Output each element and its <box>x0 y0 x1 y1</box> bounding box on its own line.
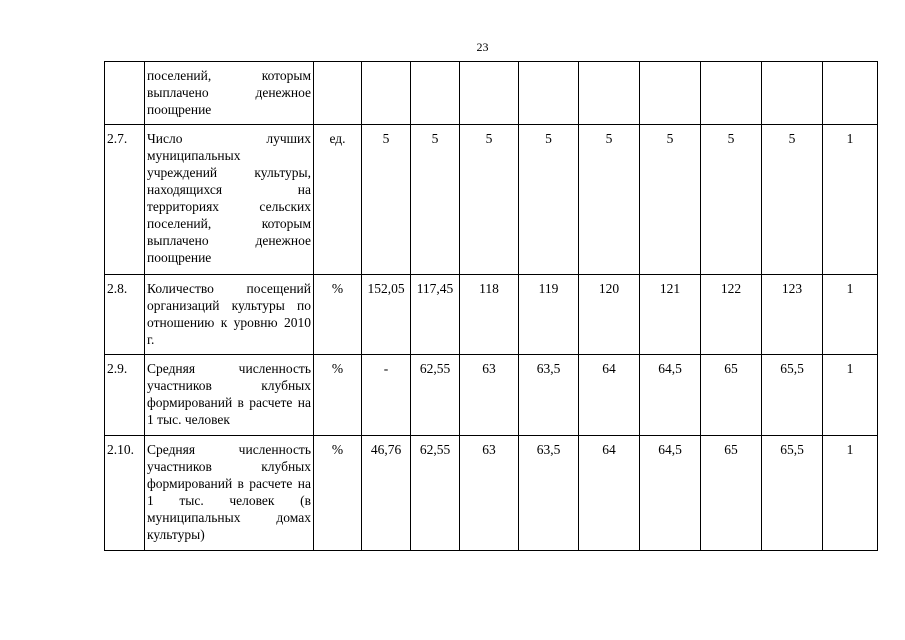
row-number: 2.7. <box>105 125 145 275</box>
indicators-table <box>104 61 878 551</box>
value-cell: 5 <box>411 125 460 275</box>
value-cell: 63,5 <box>519 436 579 551</box>
value-cell <box>362 62 411 125</box>
value-cell: 1 <box>823 436 878 551</box>
value-cell: 5 <box>640 125 701 275</box>
row-number: 2.10. <box>105 436 145 551</box>
value-cell <box>460 62 519 125</box>
value-cell <box>701 62 762 125</box>
indicator-name: поселений, которым выплачено денежное поощрение <box>145 62 314 125</box>
value-cell: 63,5 <box>519 355 579 436</box>
value-cell: 1 <box>823 275 878 355</box>
unit-cell <box>314 62 362 125</box>
value-cell: 65 <box>701 436 762 551</box>
value-cell: 5 <box>762 125 823 275</box>
unit-cell: % <box>314 275 362 355</box>
indicator-name: Средняя численность участников клубных формирований в расчете на 1 тыс. человек <box>145 355 314 436</box>
table-body <box>105 62 878 551</box>
row-number: 2.9. <box>105 355 145 436</box>
page-number: 23 <box>476 40 489 54</box>
value-cell: 5 <box>460 125 519 275</box>
value-cell: 122 <box>701 275 762 355</box>
value-cell: 117,45 <box>411 275 460 355</box>
value-cell: 64,5 <box>640 436 701 551</box>
value-cell <box>411 62 460 125</box>
indicator-name: Количество посещений организаций культуры по отношению к уровню 2010 г. <box>145 275 314 355</box>
row-number: 2.8. <box>105 275 145 355</box>
value-cell: 120 <box>579 275 640 355</box>
value-cell <box>579 62 640 125</box>
value-cell: 64 <box>579 436 640 551</box>
indicator-name: Средняя численность участников клубных формирований в расчете на 1 тыс. человек (в муниципальных домах культуры) <box>145 436 314 551</box>
value-cell <box>762 62 823 125</box>
table-row <box>105 436 878 551</box>
value-cell: 5 <box>579 125 640 275</box>
value-cell: 46,76 <box>362 436 411 551</box>
value-cell: 63 <box>460 436 519 551</box>
table-row <box>105 125 878 275</box>
value-cell: 64 <box>579 355 640 436</box>
table-row <box>105 275 878 355</box>
value-cell: 121 <box>640 275 701 355</box>
value-cell: 65,5 <box>762 355 823 436</box>
unit-cell: % <box>314 355 362 436</box>
value-cell: 62,55 <box>411 355 460 436</box>
value-cell: 64,5 <box>640 355 701 436</box>
value-cell: - <box>362 355 411 436</box>
value-cell <box>640 62 701 125</box>
value-cell: 62,55 <box>411 436 460 551</box>
value-cell: 1 <box>823 125 878 275</box>
value-cell: 152,05 <box>362 275 411 355</box>
value-cell: 1 <box>823 355 878 436</box>
value-cell: 119 <box>519 275 579 355</box>
row-number <box>105 62 145 125</box>
value-cell <box>519 62 579 125</box>
value-cell: 5 <box>519 125 579 275</box>
unit-cell: % <box>314 436 362 551</box>
indicator-name: Число лучших муниципальных учреждений культуры, находящихся на территориях сельских поселений, которым выплачено денежное поощрение <box>145 125 314 275</box>
unit-cell: ед. <box>314 125 362 275</box>
value-cell: 65,5 <box>762 436 823 551</box>
value-cell: 118 <box>460 275 519 355</box>
table-row <box>105 355 878 436</box>
value-cell: 63 <box>460 355 519 436</box>
value-cell: 65 <box>701 355 762 436</box>
value-cell: 5 <box>701 125 762 275</box>
value-cell: 5 <box>362 125 411 275</box>
table-row <box>105 62 878 125</box>
value-cell <box>823 62 878 125</box>
value-cell: 123 <box>762 275 823 355</box>
